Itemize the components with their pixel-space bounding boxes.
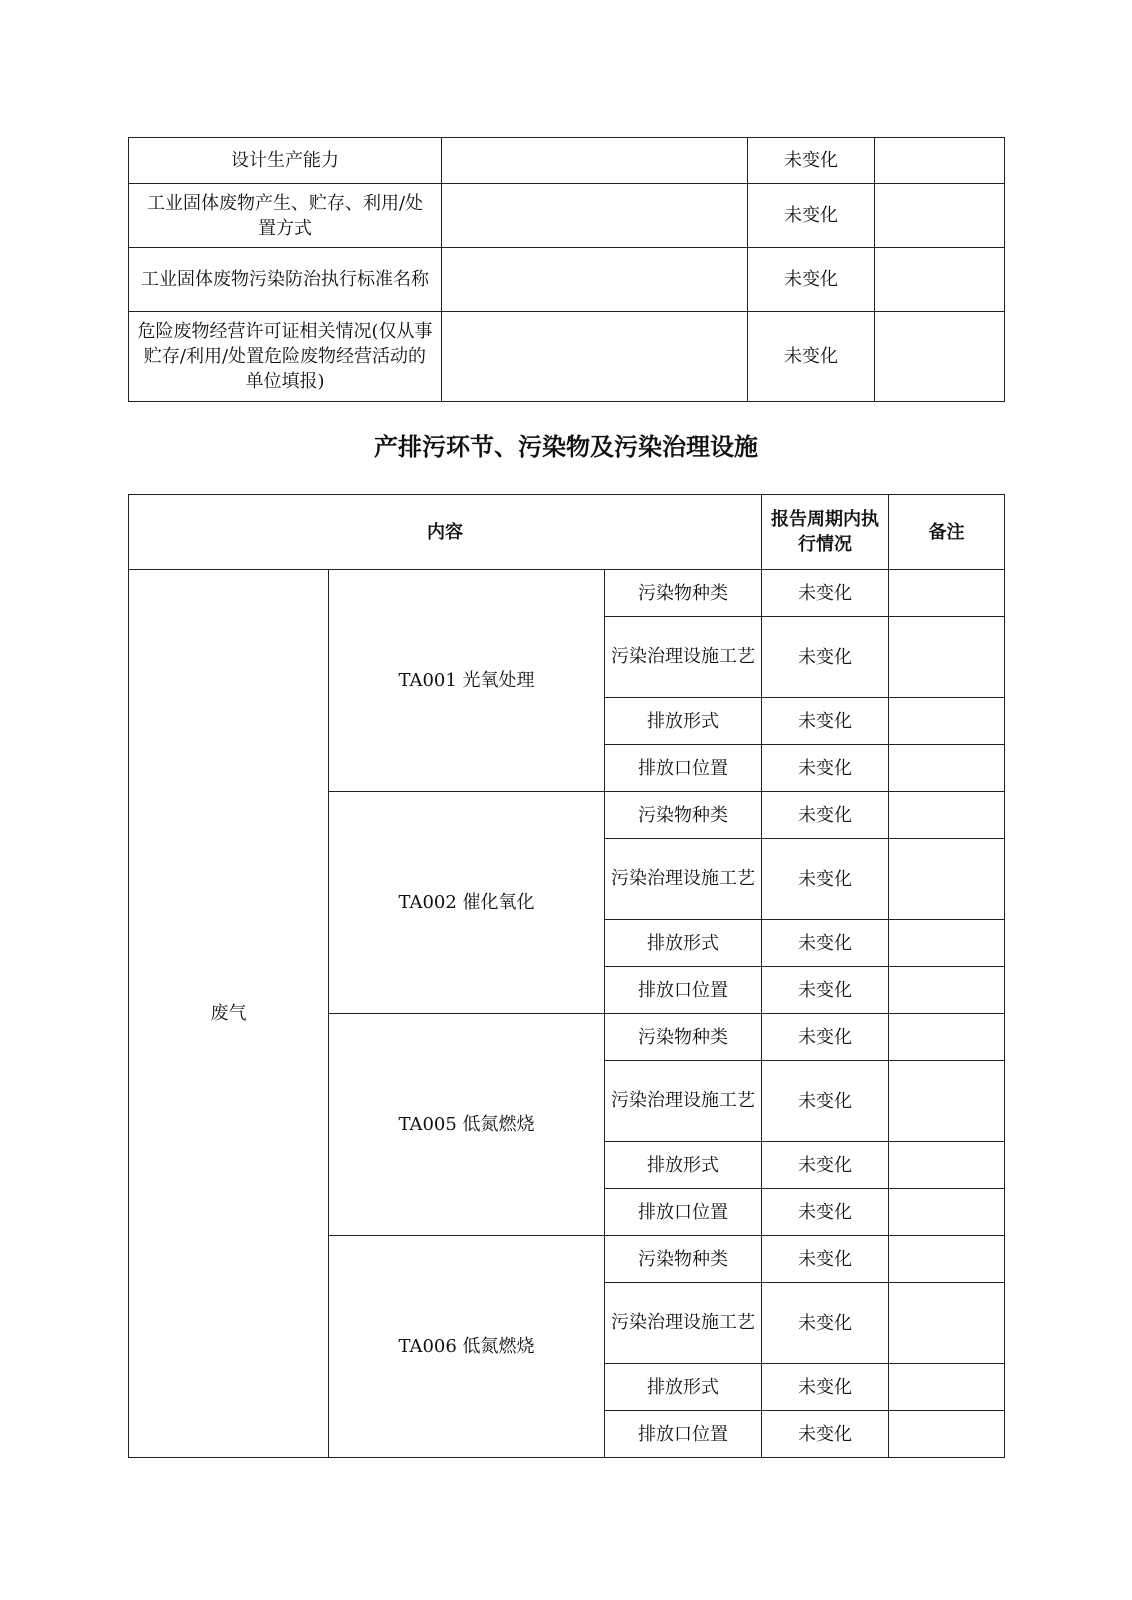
item-status: 未变化 — [762, 1142, 889, 1189]
row-label: 设计生产能力 — [129, 138, 442, 184]
item-label: 污染治理设施工艺 — [605, 617, 762, 698]
row-note — [875, 248, 1005, 312]
facility-name: TA006 低氮燃烧 — [329, 1236, 605, 1458]
item-note — [889, 617, 1005, 698]
item-note — [889, 967, 1005, 1014]
row-status: 未变化 — [748, 138, 875, 184]
header-content: 内容 — [129, 495, 762, 570]
item-note — [889, 1411, 1005, 1458]
item-label: 污染物种类 — [605, 1014, 762, 1061]
row-label: 危险废物经营许可证相关情况(仅从事贮存/利用/处置危险废物经营活动的单位填报) — [129, 312, 442, 402]
row-note — [875, 138, 1005, 184]
row-status: 未变化 — [748, 312, 875, 402]
item-status: 未变化 — [762, 1364, 889, 1411]
item-label: 污染物种类 — [605, 792, 762, 839]
table-row — [129, 248, 1005, 312]
item-status: 未变化 — [762, 920, 889, 967]
item-label: 排放口位置 — [605, 1411, 762, 1458]
item-note — [889, 698, 1005, 745]
row-status: 未变化 — [748, 184, 875, 248]
category-cell: 废气 — [129, 570, 329, 1458]
table-row — [129, 570, 1005, 617]
section-title: 产排污环节、污染物及污染治理设施 — [374, 433, 758, 461]
row-label: 工业固体废物产生、贮存、利用/处置方式 — [129, 184, 442, 248]
item-status: 未变化 — [762, 1014, 889, 1061]
item-status: 未变化 — [762, 839, 889, 920]
facility-name: TA005 低氮燃烧 — [329, 1014, 605, 1236]
item-label: 排放口位置 — [605, 745, 762, 792]
table-row — [129, 312, 1005, 402]
item-note — [889, 839, 1005, 920]
row-note — [875, 184, 1005, 248]
item-status: 未变化 — [762, 617, 889, 698]
row-content — [442, 248, 748, 312]
table-row — [129, 138, 1005, 184]
item-label: 排放形式 — [605, 1142, 762, 1189]
item-status: 未变化 — [762, 1061, 889, 1142]
item-status: 未变化 — [762, 570, 889, 617]
facility-name: TA002 催化氧化 — [329, 792, 605, 1014]
top-table — [128, 137, 1005, 402]
item-label: 污染治理设施工艺 — [605, 1061, 762, 1142]
row-note — [875, 312, 1005, 402]
header-status: 报告周期内执行情况 — [762, 495, 889, 570]
item-label: 排放形式 — [605, 698, 762, 745]
item-note — [889, 1142, 1005, 1189]
table-row — [129, 184, 1005, 248]
row-content — [442, 138, 748, 184]
item-status: 未变化 — [762, 698, 889, 745]
item-status: 未变化 — [762, 1236, 889, 1283]
item-status: 未变化 — [762, 792, 889, 839]
item-status: 未变化 — [762, 745, 889, 792]
item-status: 未变化 — [762, 1411, 889, 1458]
row-content — [442, 312, 748, 402]
item-label: 污染治理设施工艺 — [605, 1283, 762, 1364]
item-label: 排放形式 — [605, 920, 762, 967]
item-label: 污染物种类 — [605, 1236, 762, 1283]
item-note — [889, 1364, 1005, 1411]
facility-name: TA001 光氧处理 — [329, 570, 605, 792]
item-label: 污染物种类 — [605, 570, 762, 617]
item-note — [889, 1014, 1005, 1061]
item-label: 排放形式 — [605, 1364, 762, 1411]
item-note — [889, 1061, 1005, 1142]
item-label: 排放口位置 — [605, 967, 762, 1014]
item-note — [889, 920, 1005, 967]
header-note: 备注 — [889, 495, 1005, 570]
item-status: 未变化 — [762, 1283, 889, 1364]
item-note — [889, 745, 1005, 792]
row-label: 工业固体废物污染防治执行标准名称 — [129, 248, 442, 312]
item-note — [889, 1283, 1005, 1364]
item-status: 未变化 — [762, 1189, 889, 1236]
item-note — [889, 1189, 1005, 1236]
item-label: 排放口位置 — [605, 1189, 762, 1236]
item-status: 未变化 — [762, 967, 889, 1014]
item-label: 污染治理设施工艺 — [605, 839, 762, 920]
header-row — [129, 495, 1005, 570]
item-note — [889, 792, 1005, 839]
main-table — [128, 494, 1005, 1458]
item-note — [889, 1236, 1005, 1283]
row-status: 未变化 — [748, 248, 875, 312]
row-content — [442, 184, 748, 248]
item-note — [889, 570, 1005, 617]
